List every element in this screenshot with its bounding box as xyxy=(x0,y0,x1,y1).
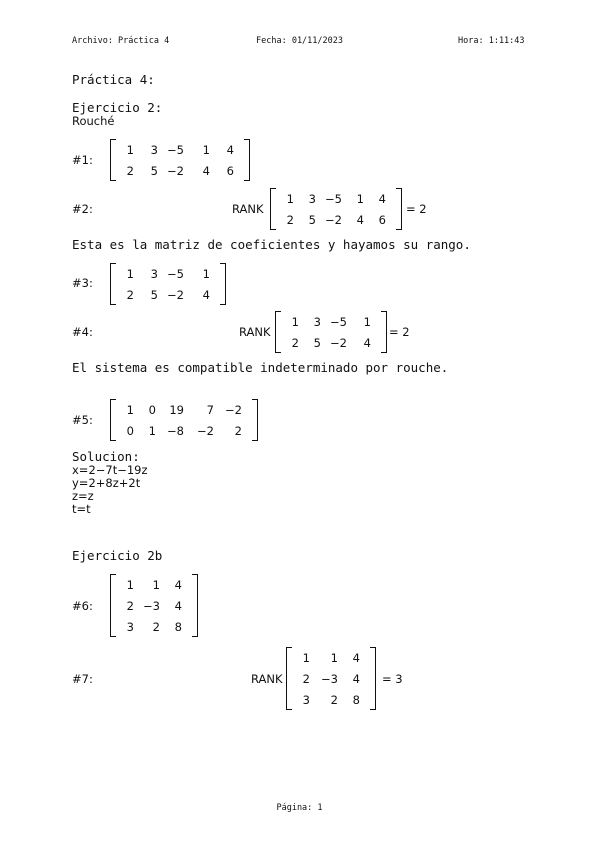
cell: 1 xyxy=(363,314,371,329)
paragraph-system-type: El sistema es compatible indeterminado por rouche. xyxy=(72,360,449,375)
cell: −2 xyxy=(167,163,184,178)
right-bracket xyxy=(244,139,250,181)
solution-heading: Solucion: xyxy=(72,449,140,464)
header-time: Hora: 1:11:43 xyxy=(458,36,525,46)
line-2-result xyxy=(406,202,427,216)
cell: 1 xyxy=(302,650,310,665)
cell: 8 xyxy=(352,692,360,707)
equals-sign: = xyxy=(406,202,416,216)
line-4-result xyxy=(389,325,410,339)
line-6-label: #6: xyxy=(72,599,93,613)
cell: 3 xyxy=(150,266,158,281)
page-number: Página: 1 xyxy=(276,803,323,813)
cell: 4 xyxy=(356,212,364,227)
cell: 4 xyxy=(174,577,182,592)
cell: 8 xyxy=(174,619,182,634)
cell: 4 xyxy=(352,671,360,686)
cell: −3 xyxy=(321,671,338,686)
cell: 4 xyxy=(202,287,210,302)
line-2-label: #2: xyxy=(72,202,93,216)
exercise-2-subheading: Rouché xyxy=(72,114,115,128)
cell: −5 xyxy=(325,191,342,206)
line-4-label: #4: xyxy=(72,325,93,339)
cell: −5 xyxy=(330,314,347,329)
line-3-label: #3: xyxy=(72,276,93,290)
matrix-table xyxy=(292,647,370,710)
cell: 3 xyxy=(313,314,321,329)
cell: 1 xyxy=(202,142,210,157)
right-bracket xyxy=(192,574,198,637)
right-bracket xyxy=(252,399,258,441)
line-6-matrix xyxy=(110,574,198,637)
cell: −2 xyxy=(330,335,347,350)
cell: 3 xyxy=(302,692,310,707)
cell: 2 xyxy=(126,287,134,302)
cell: −5 xyxy=(167,142,184,157)
cell: 4 xyxy=(174,598,182,613)
rank-word: RANK xyxy=(251,672,283,686)
cell: 5 xyxy=(150,163,158,178)
line-4-matrix xyxy=(275,311,387,353)
cell: 1 xyxy=(152,577,160,592)
matrix-table xyxy=(116,399,252,441)
cell: 2 xyxy=(330,692,338,707)
line-2-matrix xyxy=(270,188,402,230)
cell: 1 xyxy=(126,402,134,417)
cell: 1 xyxy=(126,266,134,281)
cell: 0 xyxy=(126,423,134,438)
rank-word: RANK xyxy=(232,202,264,216)
matrix-table xyxy=(116,574,192,637)
cell: 7 xyxy=(206,402,214,417)
cell: −2 xyxy=(167,287,184,302)
cell: −5 xyxy=(167,266,184,281)
rank-word: RANK xyxy=(239,325,271,339)
cell: −2 xyxy=(325,212,342,227)
exercise-2-heading: Ejercicio 2: xyxy=(72,100,163,115)
cell: −2 xyxy=(225,402,242,417)
cell: 1 xyxy=(126,142,134,157)
line-1-label: #1: xyxy=(72,153,93,167)
header-date: Fecha: 01/11/2023 xyxy=(256,36,343,46)
cell: 5 xyxy=(308,212,316,227)
equals-sign: = xyxy=(389,325,399,339)
solution-eq-t: t=t xyxy=(72,502,91,516)
cell: −8 xyxy=(167,423,184,438)
cell: 1 xyxy=(286,191,294,206)
matrix-table xyxy=(281,311,381,353)
header-file: Archivo: Práctica 4 xyxy=(72,36,170,46)
cell: 4 xyxy=(202,163,210,178)
cell: 2 xyxy=(302,671,310,686)
cell: 2 xyxy=(126,598,134,613)
cell: 19 xyxy=(169,402,184,417)
cell: 2 xyxy=(234,423,242,438)
cell: 2 xyxy=(152,619,160,634)
matrix-table xyxy=(116,139,244,181)
line-3-matrix xyxy=(110,263,226,305)
cell: 1 xyxy=(126,577,134,592)
right-bracket xyxy=(220,263,226,305)
right-bracket xyxy=(381,311,387,353)
cell: 2 xyxy=(286,212,294,227)
cell: 1 xyxy=(291,314,299,329)
matrix-table xyxy=(116,263,220,305)
equals-sign: = xyxy=(382,672,392,686)
cell: 5 xyxy=(150,287,158,302)
line-5-label: #5: xyxy=(72,413,93,427)
rank-value: 2 xyxy=(402,325,410,339)
cell: 3 xyxy=(126,619,134,634)
right-bracket xyxy=(370,647,376,710)
cell: 1 xyxy=(330,650,338,665)
solution-eq-z: z=z xyxy=(72,489,94,503)
matrix-table xyxy=(276,188,396,230)
cell: 0 xyxy=(148,402,156,417)
page-title: Práctica 4: xyxy=(72,72,155,87)
cell: 4 xyxy=(352,650,360,665)
cell: 4 xyxy=(378,191,386,206)
paragraph-coefficients: Esta es la matriz de coeficientes y hayamos su rango. xyxy=(72,237,471,252)
cell: 3 xyxy=(150,142,158,157)
rank-value: 2 xyxy=(419,202,427,216)
line-1-matrix xyxy=(110,139,250,181)
line-5-matrix xyxy=(110,399,258,441)
cell: 4 xyxy=(363,335,371,350)
cell: 1 xyxy=(356,191,364,206)
solution-eq-y: y=2+8z+2t xyxy=(72,476,141,490)
cell: 2 xyxy=(291,335,299,350)
cell: −2 xyxy=(197,423,214,438)
cell: 3 xyxy=(308,191,316,206)
solution-eq-x: x=2−7t−19z xyxy=(72,463,148,477)
cell: 6 xyxy=(226,163,234,178)
exercise-2b-heading: Ejercicio 2b xyxy=(72,548,163,563)
line-7-label: #7: xyxy=(72,672,93,686)
cell: 5 xyxy=(313,335,321,350)
cell: 1 xyxy=(148,423,156,438)
cell: −3 xyxy=(143,598,160,613)
right-bracket xyxy=(396,188,402,230)
line-7-result xyxy=(382,672,403,686)
rank-value: 3 xyxy=(395,672,403,686)
cell: 4 xyxy=(226,142,234,157)
line-7-matrix xyxy=(286,647,376,710)
cell: 2 xyxy=(126,163,134,178)
cell: 6 xyxy=(378,212,386,227)
cell: 1 xyxy=(202,266,210,281)
